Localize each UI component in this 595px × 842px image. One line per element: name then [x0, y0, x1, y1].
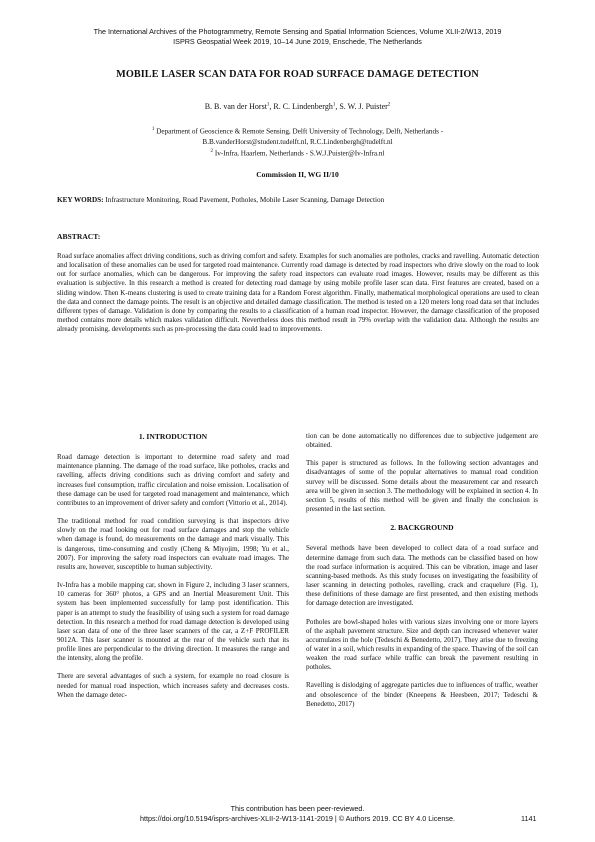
paragraph: There are several advantages of such a system, for example no road closure is needed for manual road inspection, which increases safety and decreases costs. When the damage detec-	[57, 672, 289, 699]
affiliation-1-text: Department of Geoscience & Remote Sensing, Delft University of Technology, Delft, Netherlands -	[156, 127, 444, 136]
abstract-body: Road surface anomalies affect driving conditions, such as driving comfort and safety. Examples for such anomalies are potholes, cracks and ravelling. Automatic detection and localisation of these anomalies can be used for targeted road maintenance. Currently road damage is detected by road inspectors who drive slowly on the road to look out for surface anomalies, which can be dangerous. For improving the safety road inspectors can evaluate road images. However, results may be different as this evaluation is subjective. In this research a method is created for detecting road damage by using mobile profile laser scan data. First features are created, based on a sliding window. Then K-means clustering is used to create training data for a Random Forest algorithm. Finally, mathematical morphological operations are used to clean the data and connect the damage points. The result is an objective and detailed damage classification. The method is tested on a 120 meters long road data set that includes different types of damage. Validation is done by comparing the results to a classification of a human road inspector. However, the damage classification of the proposed method contains more details which makes validation difficult. Nevertheless does this method result in 79% overlap with the validation data. Although the results are already promising, developments such as pre-processing the data could lead to improvements.	[57, 252, 539, 334]
author-affil-marker: 1	[332, 102, 336, 108]
paragraph: Potholes are bowl-shaped holes with various sizes involving one or more layers of the asphalt pavement structure. Size and depth can increased whenever water accumulates in the hole (Tedeschi & Benedetto, 2017). They arise due to freezing of water in a soil, which results in expanding of the space. Thawing of the soil can weaken the road surface while traffic can break the pavement resulting in potholes.	[306, 617, 538, 672]
paper-title: MOBILE LASER SCAN DATA FOR ROAD SURFACE DAMAGE DETECTION	[116, 69, 479, 80]
peer-review-note: This contribution has been peer-reviewed.	[230, 804, 365, 813]
page-footer	[0, 804, 595, 824]
paragraph: Iv-Infra has a mobile mapping car, shown in Figure 2, including 3 laser scanners, 10 cameras for 360° photos, a GPS and an Inertial Measurement Unit. This system has been implemented successfully for lamp post identification. This paper is an attempt to study the feasibility of using such a system for road damage detection. In this research a method for road damage detection is developed using laser scan data of one of the three laser scanners of the car, a Z+F PROFILER 9012A. This laser scanner is mounted at the rear of the vehicle such that its profile lines are perpendicular to the driving direction. It measures the range and the intensity, along the profile.	[57, 581, 289, 663]
paragraph: Ravelling is dislodging of aggregate particles due to influences of traffic, weather and obsolescence of the binder (Kneepens & Heesbeen, 2017; Tedeschi & Benedetto, 2017)	[306, 681, 538, 708]
affiliation-marker: 2	[210, 148, 214, 154]
author-name: B. B. van der Horst	[204, 102, 267, 111]
paragraph: tion can be done automatically no differences due to subjective judgement are obtained.	[306, 432, 538, 450]
section-heading-background: 2. BACKGROUND	[390, 523, 454, 533]
affiliation-1	[60, 125, 535, 137]
affiliation-2-text: Iv-Infra, Haarlem, Netherlands - S.W.J.Puister@Iv-Infra.nl	[214, 149, 385, 158]
affiliation-marker: 1	[151, 127, 155, 132]
author-name: R. C. Lindenbergh	[273, 102, 333, 111]
running-header	[0, 27, 595, 47]
affiliation-2	[60, 147, 535, 159]
author-affil-marker: 1	[266, 102, 270, 108]
author-name: S. W. J. Puister	[339, 102, 388, 111]
doi-license-line: https://doi.org/10.5194/isprs-archives-XLII-2-W13-1141-2019 | © Authors 2019. CC BY 4.0 License.	[140, 814, 455, 823]
keywords	[57, 196, 537, 204]
commission-label: Commission II, WG II/10	[256, 170, 339, 179]
running-header-line-1: The International Archives of the Photogrammetry, Remote Sensing and Spatial Information Sciences, Volume XLII-2/W13, 2019	[93, 27, 502, 36]
author-list: B. B. van der Horst$^1$, R. C. Lindenbergh$^1$, S. W. J. Puister$^2$	[204, 102, 391, 111]
keywords-text: Infrastructure Monitoring, Road Pavement, Potholes, Mobile Laser Scanning, Damage Detection	[105, 196, 385, 204]
affiliations	[60, 125, 535, 158]
paragraph: Road damage detection is important to determine road safety and road maintenance planning. The damage of the road surface, like potholes, cracks and ravelling, affects driving conditions such as driving comfort and safety and increases fuel consumption, traffic circulation and noise emission. Localisation of these damage can be used for targeted road management and maintenance, which contributes to an improvement of driver safety and comfort (Vittorio et al., 2014).	[57, 453, 289, 507]
abstract-heading: ABSTRACT:	[57, 232, 101, 241]
paragraph: Several methods have been developed to collect data of a road surface and determine damage from such data. The methods can be classified based on how the road surface information is acquired. This can be vibration, image and laser scanning-based methods. As this study focuses on investigating the feasibility of laser scanning in detecting potholes, ravelling, crack and craquelure (Fig. 1), these definitions of these damage are first presented, and then existing methods for damage detection are investigated.	[306, 544, 538, 608]
author-affil-marker: 2	[387, 102, 391, 108]
paragraph: This paper is structured as follows. In the following section advantages and disadvantages of some of the popular alternatives to manual road condition survey will be discussed. Some details about the measurement car and research area will be given in section 3. The methodology will be explained in section 4. In section 5, results of this method will be given and finally the conclusion is presented in the last section.	[306, 459, 538, 514]
right-column	[306, 432, 538, 718]
paragraph: The traditional method for road condition surveying is that inspectors drive slowly on the road looking out for road surface damages and stop the vehicle when damage is found, do measurements on the damage and mark visually. This is dangerous, time-consuming and costly (Cheng & Miyojim, 1998; Yu et al., 2007). For improving the safety road inspectors can evaluate road images. The results are, however, susceptible to human subjectivity.	[57, 517, 289, 571]
running-header-line-2: ISPRS Geospatial Week 2019, 10–14 June 2019, Enschede, The Netherlands	[173, 37, 422, 46]
keywords-label: KEY WORDS:	[57, 196, 104, 204]
left-column	[57, 432, 289, 709]
affiliation-1-emails: B.B.vanderHorst@student.tudelft.nl, R.C.Lindenbergh@tudelft.nl	[202, 137, 393, 146]
page-number: 1141	[521, 814, 537, 823]
section-heading-introduction: 1. INTRODUCTION	[138, 432, 208, 441]
